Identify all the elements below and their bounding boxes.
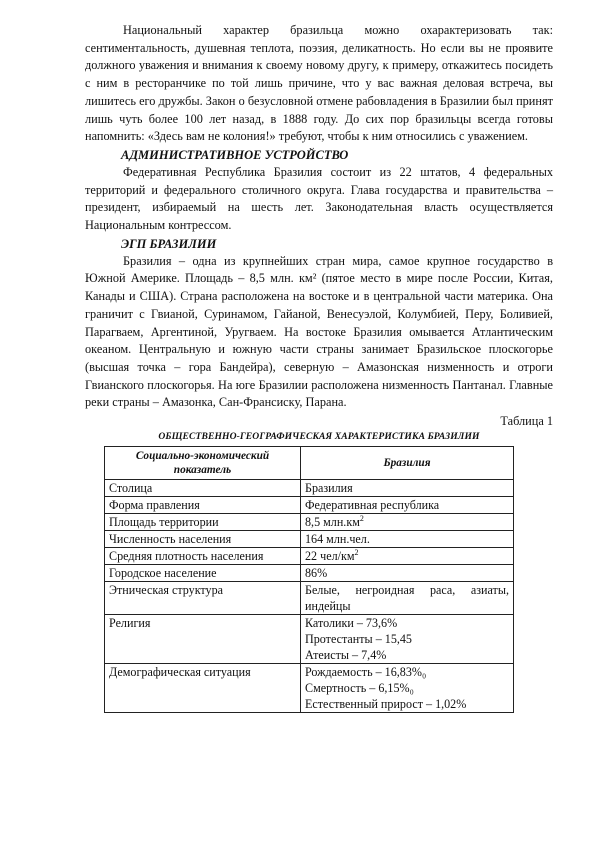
religion-line: Протестанты – 15,45 <box>305 632 412 647</box>
row-value <box>301 615 514 664</box>
table-title: ОБЩЕСТВЕННО-ГЕОГРАФИЧЕСКАЯ ХАРАКТЕРИСТИКА БРАЗИЛИИ <box>158 431 480 443</box>
table-number: Таблица 1 <box>500 414 553 429</box>
row-label: Демографическая ситуация <box>105 664 301 713</box>
religion-line: Атеисты – 7,4% <box>305 648 387 663</box>
row-label: Религия <box>105 615 301 664</box>
row-label: Городское население <box>105 565 301 582</box>
characteristics-table <box>104 446 514 713</box>
table-row <box>105 548 514 565</box>
paragraph-administrative: Федеративная Республика Бразилия состоит из 22 штатов, 4 федеральных территорий и федерального столичного округа. Глава государства и правительства – президент, избираемый на шесть лет. Законодательная власть осуществляется Национальным контрессом. <box>85 164 553 233</box>
row-label: Этническая структура <box>105 582 301 615</box>
row-label: Столица <box>105 480 301 497</box>
row-value: 164 млн.чел. <box>301 531 514 548</box>
table-row <box>105 615 514 664</box>
table-row <box>105 497 514 514</box>
header-indicator: Социально-экономический показатель <box>105 447 301 480</box>
row-value: 86% <box>301 565 514 582</box>
row-label: Численность населения <box>105 531 301 548</box>
paragraph-egp: Бразилия – одна из крупнейших стран мира, самое крупное государство в Южной Америке. Площадь – 8,5 млн. км² (пятое место в мире после России, Китая, Канады и США). Страна расположена на востоке и в центральной части материка. Она граничит с Гвианой, Суринамом, Гайаной, Венесуэлой, Колумбией, Перу, Боливией, Парагваем, Аргентиной, Уругваем. На востоке Бразилия омывается Атлантическим океаном. Центральную и южную части страны занимает Бразильское плоскогорье (высшая точка – гора Бандейра), северную – Амазонская низменность и отроги Гвианского плоскогорья. На юге Бразилии расположена низменность Пантанал. Главные реки страны – Амазонка, Сан-Франсиску, Парана. <box>85 253 553 410</box>
row-value: Федеративная республика <box>301 497 514 514</box>
row-value: 8,5 $млн.км^2$ <box>301 514 514 531</box>
document-page <box>85 22 553 713</box>
table-row <box>105 664 514 713</box>
heading-administrative-structure: АДМИНИСТРАТИВНОЕ УСТРОЙСТВО <box>121 147 349 162</box>
row-value: Бразилия <box>301 480 514 497</box>
table-row <box>105 565 514 582</box>
row-value: Белые, негроидная раса, азиаты, индейцы <box>301 582 514 615</box>
demography-line: Смертность – 6,15%₀ <box>305 681 414 696</box>
paragraph-national-character: Национальный характер бразильца можно охарактеризовать так: сентиментальность, душевная теплота, поэзия, деликатность. Но если вы не проявите должного уважения и внимания к своему новому другу, к примеру, откажитесь посидеть с ним в ресторанчике по той лишь причине, что у вас важная деловая встреча, вы лишитесь его дружбы. Закон о безусловной отмене рабовладения в Бразилии был принят лишь чуть более 100 лет назад, в 1888 году. До сих пор бразильцы всегда готовы напомнить: «Здесь вам не колония!» требуют, чтобы к ним относились с уважением. <box>85 23 553 144</box>
table-row <box>105 582 514 615</box>
table-row <box>105 531 514 548</box>
table-row <box>105 480 514 497</box>
header-brazil: Бразилия <box>301 447 514 480</box>
demography-line: Естественный прирост – 1,02% <box>305 697 467 712</box>
religion-line: Католики – 73,6% <box>305 616 398 631</box>
demography-line: Рождаемость – 16,83%₀ <box>305 665 427 680</box>
superscript: 2 <box>359 514 364 524</box>
row-label: Форма правления <box>105 497 301 514</box>
row-value <box>301 664 514 713</box>
row-label: Средняя плотность населения <box>105 548 301 565</box>
table-row <box>105 514 514 531</box>
row-value: 22 чел/$км^2$ <box>301 548 514 565</box>
row-label: Площадь территории <box>105 514 301 531</box>
heading-egp: ЭГП БРАЗИЛИИ <box>121 236 217 251</box>
table-header-row <box>105 447 514 480</box>
superscript: 2 <box>354 548 359 558</box>
